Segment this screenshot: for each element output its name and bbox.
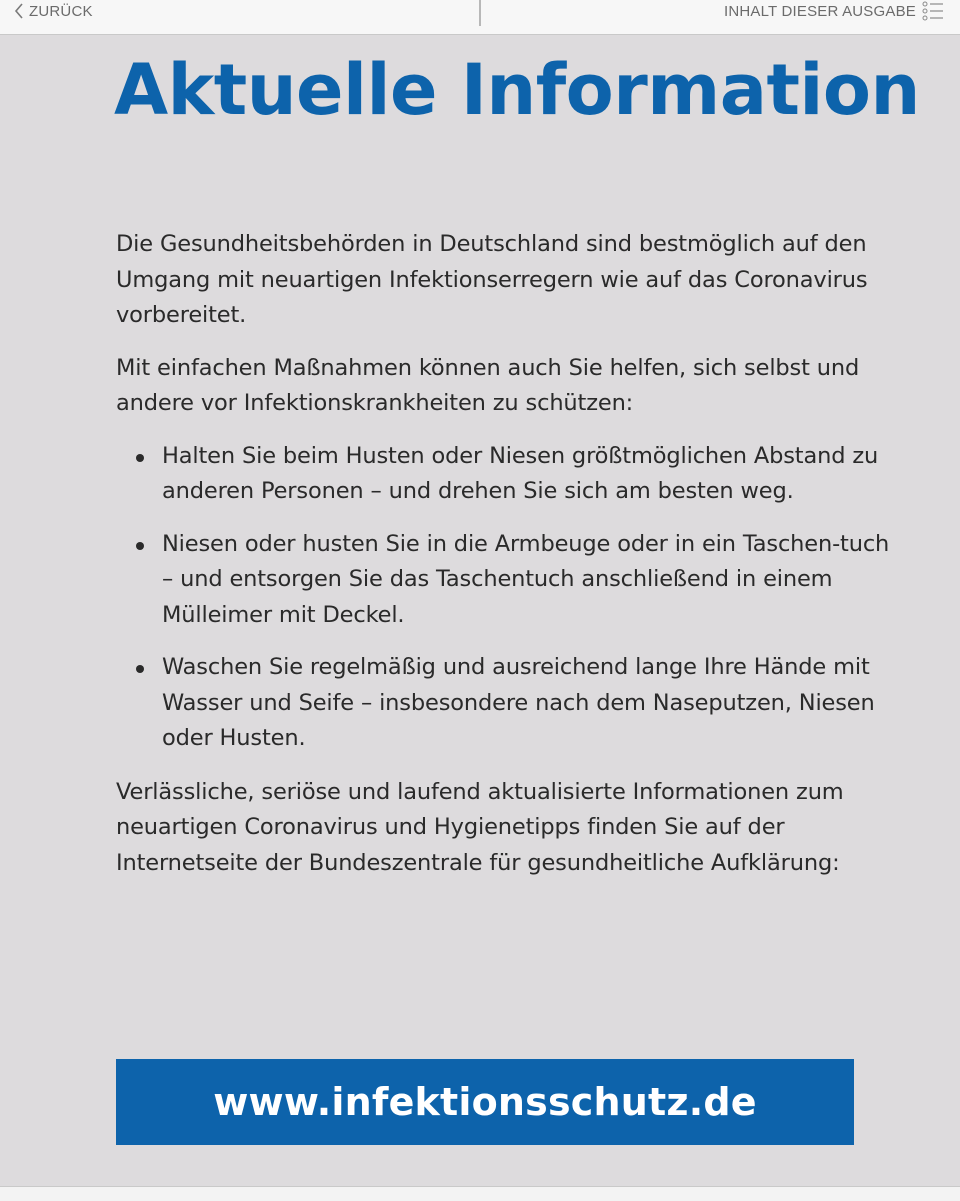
list-icon	[922, 1, 944, 21]
lead-paragraph: Mit einfachen Maßnahmen können auch Sie helfen, sich selbst und andere vor Infektionskrankheiten zu schützen:	[116, 354, 860, 416]
intro-paragraph: Die Gesundheitsbehörden in Deutschland sind bestmöglich auf den Umgang mit neuartigen Infektionserregern wie auf das Coronavirus vorbereitet.	[116, 231, 868, 328]
list-item	[116, 650, 896, 757]
bullet-icon	[136, 454, 144, 462]
closing-paragraph: Verlässliche, seriöse und laufend aktualisierte Informationen zum neuartigen Coronavirus und Hygienetipps finden Sie auf der Internetseite der Bundeszentrale für gesundheitliche Aufklärung:	[116, 778, 844, 876]
list-item-text: Halten Sie beim Husten oder Niesen größtmöglichen Abstand zu anderen Personen – und drehen Sie sich am besten weg.	[162, 442, 879, 504]
back-label: ZURÜCK	[29, 2, 93, 20]
nav-divider	[479, 0, 481, 26]
article-body	[116, 227, 896, 881]
list-item	[116, 527, 896, 634]
table-of-contents-button[interactable]	[724, 0, 944, 22]
chevron-left-icon	[14, 3, 24, 19]
website-link[interactable]: www.infektionsschutz.de	[116, 1059, 854, 1145]
list-item-text: Waschen Sie regelmäßig und ausreichend lange Ihre Hände mit Wasser und Seife – insbesondere nach dem Naseputzen, Niesen oder Husten.	[162, 654, 875, 751]
page-bottom-edge	[0, 1186, 960, 1201]
article-page	[0, 35, 960, 1185]
hygiene-tips-list	[116, 439, 896, 757]
list-item	[116, 439, 896, 510]
list-item-text: Niesen oder husten Sie in die Armbeuge oder in ein Taschen-tuch – und entsorgen Sie das Taschentuch anschließend in einem Mülleimer mit Deckel.	[162, 530, 890, 628]
toc-label: INHALT DIESER AUSGABE	[723, 2, 916, 20]
bullet-icon	[136, 665, 144, 673]
back-button[interactable]	[14, 0, 93, 22]
bullet-icon	[136, 542, 144, 550]
page-title: Aktuelle Information	[114, 49, 920, 131]
top-navigation-bar	[0, 0, 960, 35]
